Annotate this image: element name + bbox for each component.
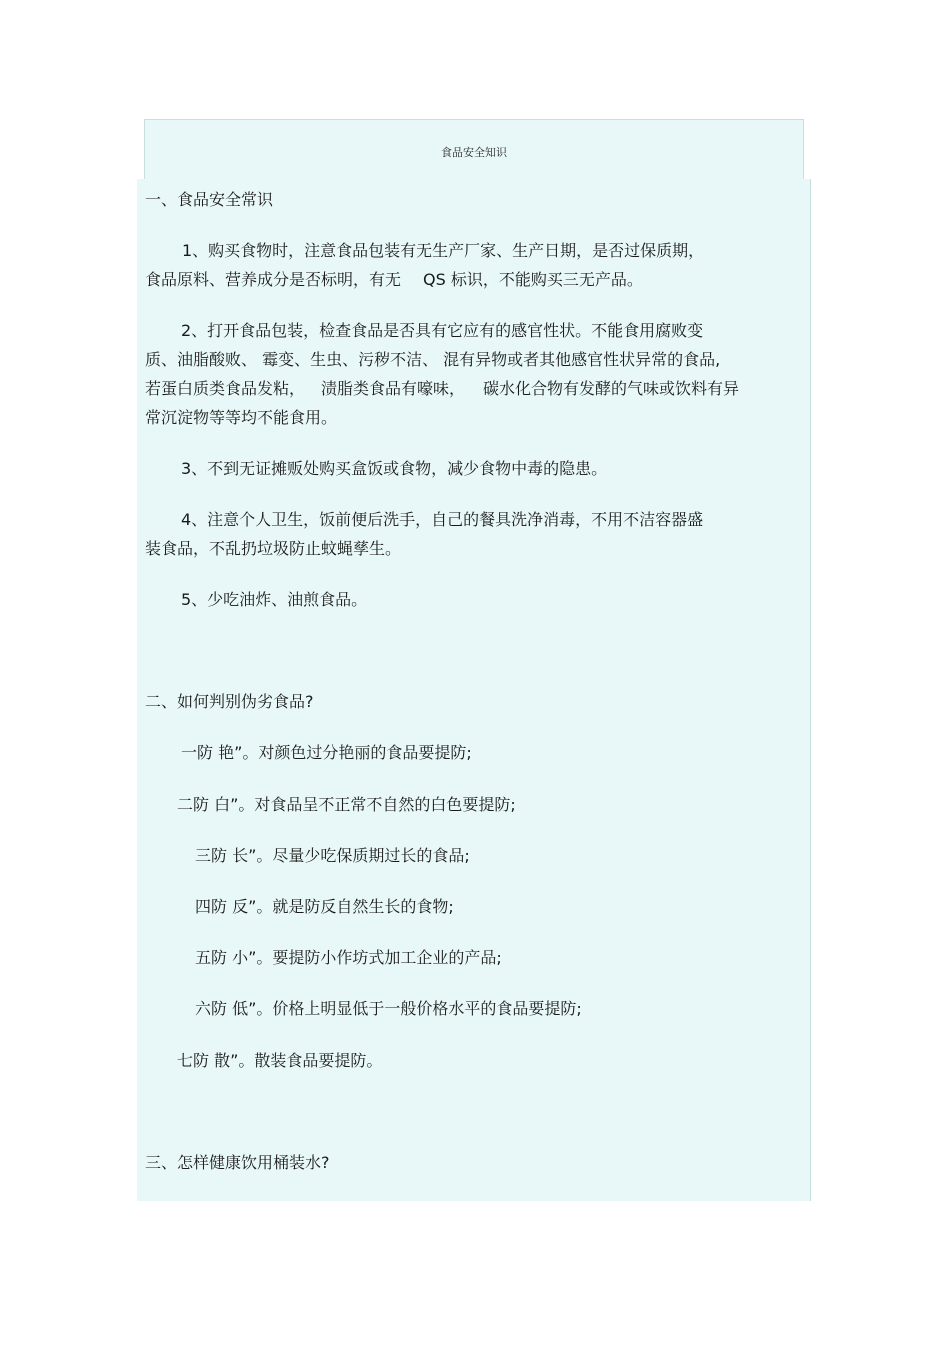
s2-item-4: 四防 反”。就是防反自然生长的食物; [195, 897, 454, 916]
s1-p2-line1: 2、打开食品包装，检查食品是否具有它应有的感官性状。不能食用腐败变 [181, 321, 704, 340]
section-2-heading: 二、如何判别伪劣食品? [145, 692, 314, 711]
s1-p1-line2 [145, 270, 643, 290]
s2-item-5: 五防 小”。要提防小作坊式加工企业的产品; [195, 948, 502, 967]
s1-p4-line1: 4、注意个人卫生，饭前便后洗手，自己的餐具洗净消毒，不用不洁容器盛 [181, 510, 704, 529]
s1-p4-line2: 装食品，不乱扔垃圾防止蚊蝇孳生。 [145, 539, 402, 558]
s1-p1-part1: 食品原料、营养成分是否标明，有无 [145, 270, 402, 289]
s1-p2-line3 [145, 379, 739, 399]
s1-p5: 5、少吃油炸、油煎食品。 [181, 590, 368, 609]
section-3-heading: 三、怎样健康饮用桶装水? [145, 1153, 330, 1172]
s1-p2-part3: 碳水化合物有发酵的气味或饮料有异 [483, 379, 740, 398]
s1-p2-part1: 若蛋白质类食品发粘， [145, 379, 306, 398]
s2-item-7: 七防 散”。散装食品要提防。 [177, 1051, 383, 1070]
s2-item-1: 一防 艳”。对颜色过分艳丽的食品要提防; [181, 743, 472, 762]
s2-item-3: 三防 长”。尽量少吃保质期过长的食品; [195, 846, 470, 865]
s1-p1-part2: QS 标识，不能购买三无产品。 [423, 270, 643, 289]
s1-p2-line2: 质、油脂酸败、 霉变、生虫、污秽不洁、 混有异物或者其他感官性状异常的食品, [145, 350, 721, 369]
title-box [144, 119, 804, 179]
document-title: 食品安全知识 [441, 146, 507, 159]
section-1-heading: 一、食品安全常识 [145, 190, 274, 209]
s1-p2-line4: 常沉淀物等等均不能食用。 [145, 408, 338, 427]
s2-item-6: 六防 低”。价格上明显低于一般价格水平的食品要提防; [195, 999, 582, 1018]
s1-p2-part2: 渍脂类食品有嚎味， [321, 379, 466, 398]
s1-p3: 3、不到无证摊贩处购买盒饭或食物，减少食物中毒的隐患。 [181, 459, 608, 478]
s1-p1-line1: 1、购买食物时，注意食品包装有无生产厂家、生产日期，是否过保质期， [182, 241, 705, 260]
s2-item-2: 二防 白”。对食品呈不正常不自然的白色要提防; [177, 795, 516, 814]
